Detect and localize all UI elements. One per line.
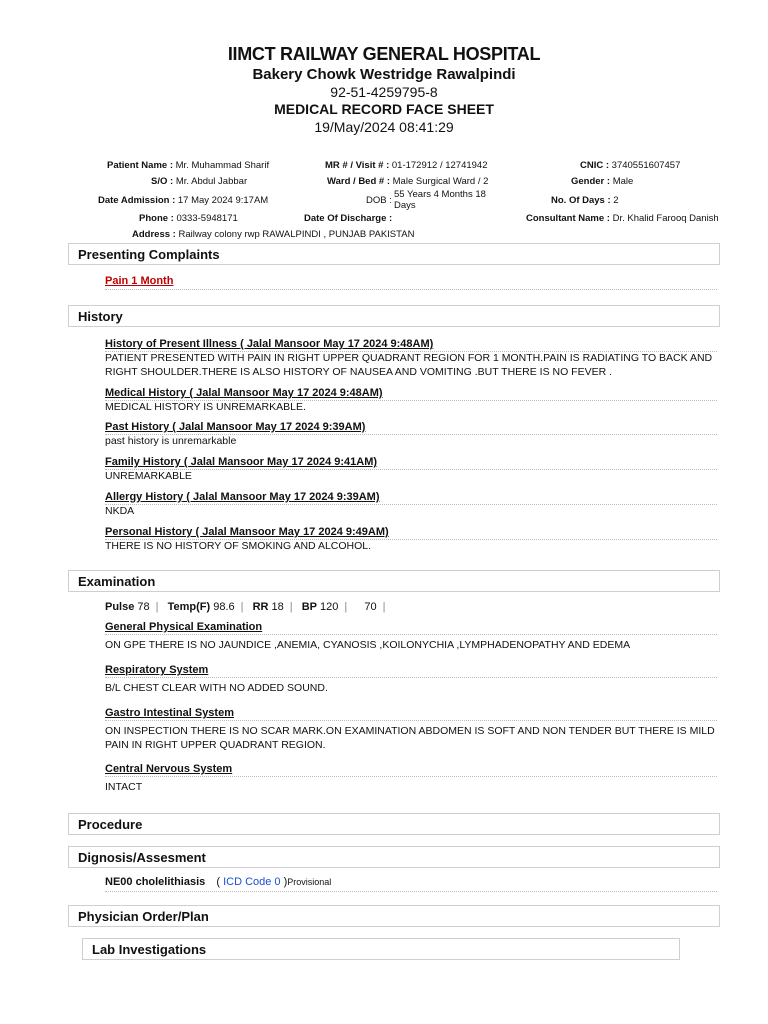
personal-history-title: Personal History ( Jalal Mansoor May 17 2024 9:49AM)	[105, 526, 389, 538]
section-physician-order: Physician Order/Plan	[68, 905, 720, 927]
bp-label: BP	[301, 601, 317, 613]
gpe-body: ON GPE THERE IS NO JAUNDICE ,ANEMIA, CYANOSIS ,KOILONYCHIA ,LYMPHADENOPATHY AND EDEMA	[105, 639, 631, 651]
rr-value: 18	[271, 601, 284, 613]
section-examination: Examination	[68, 570, 720, 592]
section-history: History	[68, 305, 720, 327]
icd-close-paren: )	[283, 876, 288, 888]
bp-diastolic: 70	[364, 601, 377, 613]
cns-title: Central Nervous System	[105, 763, 233, 775]
rr-label: RR	[252, 601, 269, 613]
temp-value: 98.6	[213, 601, 235, 613]
divider	[105, 720, 717, 721]
personal-history-body: THERE IS NO HISTORY OF SMOKING AND ALCOHOL.	[105, 540, 372, 552]
patient-so: S/O : Mr. Abdul Jabbar	[151, 176, 248, 187]
allergy-history-title: Allergy History ( Jalal Mansoor May 17 2024 9:39AM)	[105, 491, 380, 503]
diagnosis-name: NE00 cholelithiasis	[105, 876, 206, 888]
icd-code-link[interactable]: ICD Code 0	[223, 876, 281, 888]
gi-body: ON INSPECTION THERE IS NO SCAR MARK.ON EXAMINATION ABDOMEN IS SOFT AND NON TENDER BUT THERE IS MILD PAIN IN RIGHT UPPER QUADRANT REGION.	[105, 725, 715, 751]
section-procedure: Procedure	[68, 813, 720, 835]
no-of-days: No. Of Days : 2	[551, 195, 619, 206]
mr-visit: MR # / Visit # : 01-172912 / 12741942	[325, 160, 488, 171]
divider	[105, 634, 717, 635]
bp-systolic: 120	[320, 601, 339, 613]
medical-history-title: Medical History ( Jalal Mansoor May 17 2024 9:48AM)	[105, 387, 383, 399]
complaint-item: Pain 1 Month	[105, 275, 174, 287]
allergy-history-body: NKDA	[105, 505, 135, 517]
dob-value-line1: 55 Years 4 Months 18	[394, 189, 486, 200]
dob-value-line2: Days	[394, 200, 416, 211]
cns-body: INTACT	[105, 781, 143, 793]
gi-title: Gastro Intestinal System	[105, 707, 234, 719]
diagnosis-status: Provisional	[287, 877, 332, 887]
divider	[105, 677, 717, 678]
vitals-row: Pulse 78 | Temp(F) 98.6 | RR 18 | BP 120 | 70 |	[105, 601, 386, 613]
divider	[105, 289, 717, 290]
ward-bed: Ward / Bed # : Male Surgical Ward / 2	[327, 176, 489, 187]
section-presenting-complaints: Presenting Complaints	[68, 243, 720, 265]
document-title: MEDICAL RECORD FACE SHEET	[274, 101, 494, 117]
gender: Gender : Male	[571, 176, 634, 187]
icd-open-paren: (	[216, 876, 220, 888]
document-datetime: 19/May/2024 08:41:29	[314, 119, 454, 135]
pulse-value: 78	[137, 601, 150, 613]
divider	[105, 776, 717, 777]
medical-history-body: MEDICAL HISTORY IS UNREMARKABLE.	[105, 401, 306, 413]
history-present-illness-title: History of Present Illness ( Jalal Mansoor May 17 2024 9:48AM)	[105, 338, 434, 350]
divider	[105, 891, 717, 892]
family-history-title: Family History ( Jalal Mansoor May 17 2024 9:41AM)	[105, 456, 378, 468]
cnic: CNIC : 3740551607457	[580, 160, 681, 171]
respiratory-body: B/L CHEST CLEAR WITH NO ADDED SOUND.	[105, 682, 328, 694]
hospital-phone: 92-51-4259795-8	[330, 84, 438, 100]
section-diagnosis: Dignosis/Assesment	[68, 846, 720, 868]
hospital-name: IIMCT RAILWAY GENERAL HOSPITAL	[227, 44, 541, 64]
patient-phone: Phone : 0333-5948171	[139, 213, 238, 224]
date-discharge: Date Of Discharge :	[304, 213, 393, 224]
date-admission: Date Admission : 17 May 2024 9:17AM	[98, 195, 269, 206]
section-lab-investigations: Lab Investigations	[82, 938, 680, 960]
past-history-body: past history is unremarkable	[105, 435, 237, 447]
history-present-illness-body: PATIENT PRESENTED WITH PAIN IN RIGHT UPPER QUADRANT REGION FOR 1 MONTH.PAIN IS RADIATING TO BACK AND RIGHT SHOULDER.THERE IS ALSO HISTORY OF NAUSEA AND VOMITING .BUT THERE IS NO FEVER .	[105, 352, 713, 378]
hospital-address: Bakery Chowk Westridge Rawalpindi	[252, 66, 516, 83]
pulse-label: Pulse	[105, 601, 135, 613]
dob-label: DOB :	[366, 195, 392, 206]
family-history-body: UNREMARKABLE	[105, 470, 192, 482]
patient-address: Address : Railway colony rwp RAWALPINDI , PUNJAB PAKISTAN	[132, 229, 415, 240]
diagnosis-row	[105, 876, 331, 888]
patient-name: Patient Name : Mr. Muhammad Sharif	[107, 160, 270, 171]
past-history-title: Past History ( Jalal Mansoor May 17 2024 9:39AM)	[105, 421, 366, 433]
respiratory-title: Respiratory System	[105, 664, 209, 676]
temp-label: Temp(F)	[167, 601, 211, 613]
consultant-name: Consultant Name : Dr. Khalid Farooq Danish	[526, 213, 719, 224]
gpe-title: General Physical Examination	[105, 621, 263, 633]
